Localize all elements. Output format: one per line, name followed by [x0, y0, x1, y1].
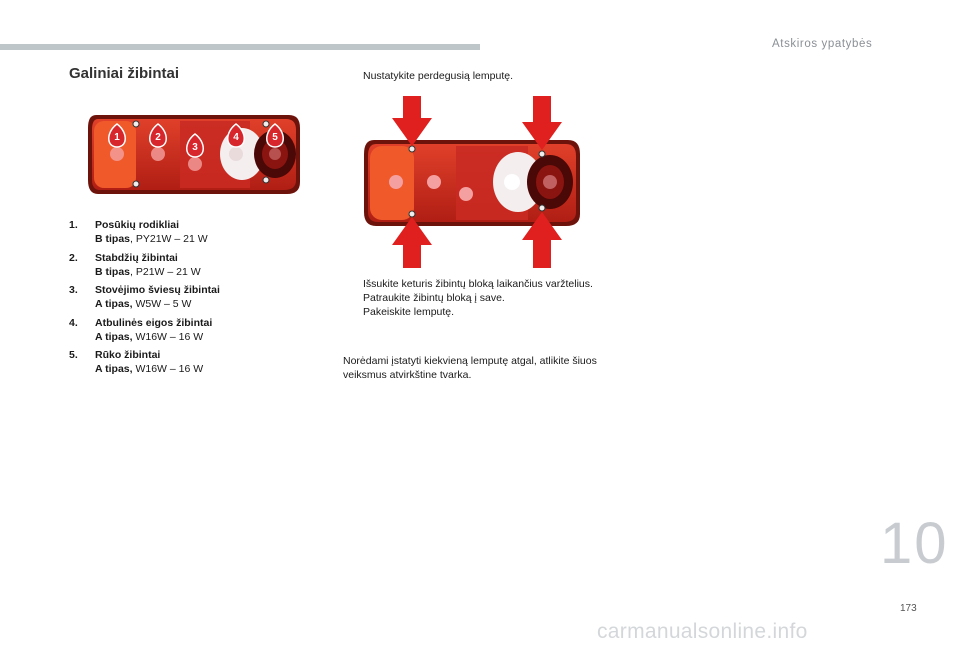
rear-lamp-diagram	[84, 110, 304, 198]
legend-item: 5. Rūko žibintai A tipas, W16W – 16 W	[69, 349, 204, 375]
screw	[133, 121, 139, 127]
instruction-item: Patraukite žibintų bloką į save.	[363, 292, 505, 304]
screw	[133, 181, 139, 187]
marker-4	[228, 124, 245, 161]
marker-1	[109, 124, 126, 161]
legend-item: 2. Stabdžių žibintai B tipas, P21W – 21 W	[69, 251, 201, 278]
screw	[409, 211, 415, 217]
header-bar	[0, 44, 480, 50]
page-title: Galiniai žibintai	[69, 65, 180, 82]
marker-2	[150, 124, 167, 161]
screw	[539, 151, 545, 157]
svg-text:5: 5	[272, 132, 278, 143]
watermark: carmanualsonline.info	[597, 620, 808, 643]
svg-text:4: 4	[233, 132, 239, 143]
screw	[263, 177, 269, 183]
screw	[539, 205, 545, 211]
instruction-item: Pakeiskite lemputę.	[363, 306, 455, 318]
marker-3	[187, 134, 204, 171]
instruction-item: Išsukite keturis žibintų bloką laikančius varžtelius.	[363, 278, 593, 290]
legend-item: 3. Stovėjimo šviesų žibintai A tipas, W5W – 5 W	[69, 284, 220, 310]
arrow-down-icon	[392, 96, 432, 146]
lamp-screws-diagram	[360, 96, 585, 268]
section-label: Atskiros ypatybės	[772, 38, 873, 50]
legend-item: 4. Atbulinės eigos žibintai A tipas, W16W – 16 W	[69, 316, 213, 343]
instruction-list-top	[343, 69, 603, 83]
reassembly-note: Norėdami įstatyti kiekvieną lemputę atgal, atlikite šiuos veiksmus atvirkštine tvarka.	[343, 355, 597, 381]
instruction-item: Nustatykite perdegusią lemputę.	[363, 70, 513, 82]
chapter-number: 10	[880, 511, 949, 576]
legend-item: 1. Posūkių rodikliai B tipas, PY21W – 21 W	[69, 219, 208, 245]
marker-5	[267, 124, 284, 160]
screw	[409, 146, 415, 152]
bulb-legend	[69, 218, 329, 381]
screw	[263, 121, 269, 127]
instruction-list-bottom	[343, 277, 603, 319]
page-number: 173	[900, 603, 917, 614]
svg-text:3: 3	[192, 142, 198, 153]
svg-text:1: 1	[114, 132, 120, 143]
svg-text:2: 2	[155, 132, 161, 143]
